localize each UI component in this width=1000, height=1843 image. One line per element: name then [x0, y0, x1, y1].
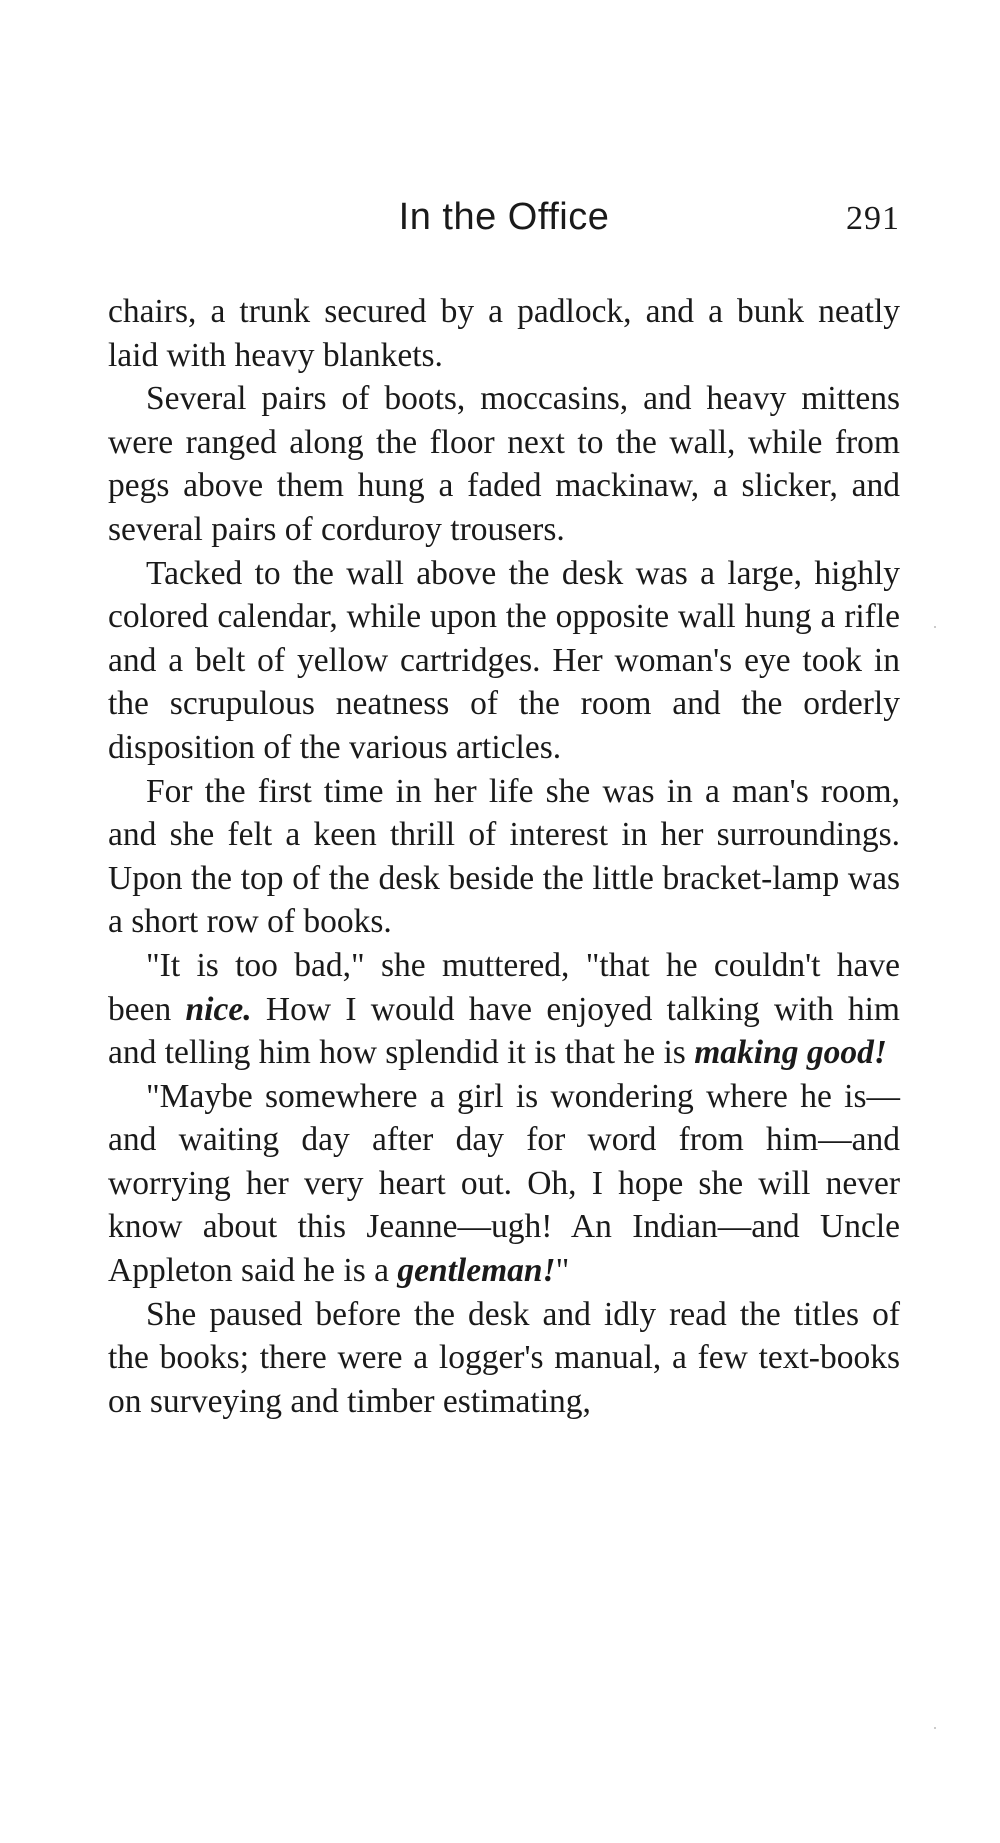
paragraph [108, 552, 900, 770]
text-run: chairs, a trunk secured by a padlock, and a bunk neatly laid with heavy blankets. [108, 293, 900, 374]
text-run: "It is too bad," she muttered, "that he couldn't have been [108, 946, 900, 1028]
paragraph [108, 1075, 900, 1293]
text-run: How I would have enjoyed talking with him and telling him how splendid it is that he is [108, 990, 900, 1072]
text-run: For the first time in her life she was in a man's room, and she felt a keen thrill of interest in her surroundings. Upon the top of the desk beside the little bracket-lamp was a short row of books. [108, 772, 900, 941]
text-run: Tacked to the wall above the desk was a large, highly colored calendar, while upon the opposite wall hung a rifle and a belt of yellow cartridges. Her woman's eye took in the scrupulous neatness of the room and the orderly disposition of the various articles. [108, 554, 900, 766]
running-title: In the Office [398, 196, 610, 238]
paragraph [108, 1293, 900, 1424]
italic-text: nice. [185, 990, 252, 1028]
italic-text: making good! [694, 1034, 887, 1072]
paragraph [108, 290, 900, 377]
running-head [108, 196, 900, 256]
paragraph [108, 377, 900, 551]
text-run: "Maybe somewhere a girl is wondering where he is—and waiting day after day for word from him—and worrying her very heart out. Oh, I hope she will never know about this Jeanne—ugh! An Indian—and Uncle Appleton said he is a [108, 1077, 900, 1290]
text-run: Several pairs of boots, moccasins, and heavy mittens were ranged along the floor next to the wall, while from pegs above them hung a faded mackinaw, a slicker, and several pairs of corduroy trousers. [108, 380, 900, 548]
body-text [108, 290, 900, 1423]
scan-speck [934, 626, 936, 628]
text-run: She paused before the desk and idly read the titles of the books; there were a logger's manual, a few text-books on surveying and timber estimating, [108, 1295, 900, 1420]
paragraph [108, 770, 900, 944]
paragraph [108, 944, 900, 1075]
scan-speck [934, 1727, 936, 1729]
page-number: 291 [846, 200, 900, 237]
text-run: " [555, 1252, 570, 1290]
italic-text: gentleman! [397, 1252, 556, 1290]
